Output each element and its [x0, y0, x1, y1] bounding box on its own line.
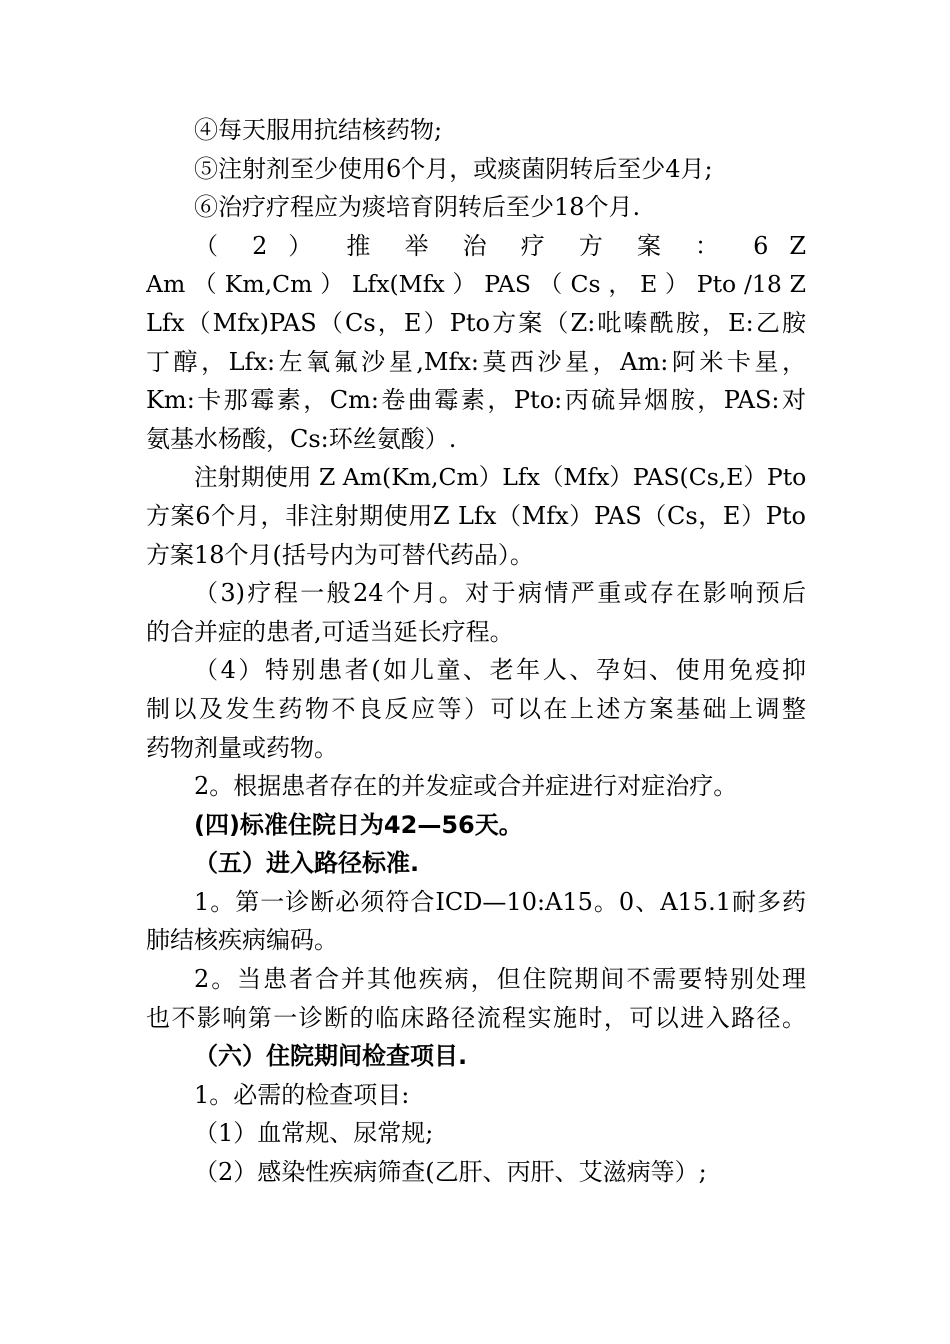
- course-line-2: 的合并症的患者,可适当延长疗程。: [146, 617, 514, 646]
- regimen-line-1: Am （ Km,Cm ） Lfx(Mfx ） PAS （ Cs ， E ） Pto /18 Z: [146, 270, 806, 299]
- treatment-principle-6: ⑥治疗疗程应为痰培育阴转后至少18个月.: [194, 193, 641, 222]
- required-examinations: 1。必需的检查项目:: [194, 1080, 410, 1109]
- course-line-1: （3)疗程一般24个月。对于病情严重或存在影响预后: [194, 579, 806, 608]
- entry-criteria-2-line-1: 2。当患者合并其他疾病，但住院期间不需要特别处理: [194, 965, 806, 994]
- special-patients-line-2: 制以及发生药物不良反应等）可以在上述方案基础上调整: [146, 694, 806, 723]
- treatment-principle-4: ④每天服用抗结核药物;: [194, 116, 443, 144]
- regimen-line-2: Lfx（Mfx)PAS（Cs，E）Pto方案（Z:吡嗪酰胺，E:乙胺: [146, 308, 806, 337]
- document-body: [146, 111, 806, 1192]
- section-heading-entry-criteria: （五）进入路径标准.: [194, 849, 420, 878]
- symptomatic-treatment: 2。根据患者存在的并发症或合并症进行对症治疗。: [194, 772, 738, 801]
- entry-criteria-1-line-1: 1。第一诊断必须符合ICD—10:A15。0、A15.1耐多药: [194, 887, 806, 916]
- regimen-line-3: 丁醇，Lfx:左氧氟沙星,Mfx:莫西沙星，Am:阿米卡星，: [146, 347, 806, 376]
- injection-phase-line-1: 注射期使用 Z Am(Km,Cm）Lfx（Mfx）PAS(Cs,E）Pto: [194, 463, 806, 492]
- special-patients-line-1: （4）特别患者(如儿童、老年人、孕妇、使用免疫抑: [194, 656, 806, 685]
- examination-item-1: （1）血常规、尿常规;: [194, 1119, 434, 1148]
- examination-item-2: （2）感染性疾病筛查(乙肝、丙肝、艾滋病等）;: [194, 1158, 707, 1187]
- injection-phase-line-3: 方案18个月(括号内为可替代药品）。: [146, 540, 534, 569]
- regimen-line-5: 氨基水杨酸，Cs:环丝氨酸）.: [146, 424, 457, 453]
- injection-phase-line-2: 方案6个月，非注射期使用Z Lfx（Mfx）PAS（Cs，E）Pto: [146, 501, 806, 530]
- recommended-regimen-heading: （ 2 ） 推 举 治 疗 方 案 ： 6 Z: [194, 231, 806, 260]
- special-patients-line-3: 药物剂量或药物。: [146, 733, 338, 762]
- entry-criteria-1-line-2: 肺结核疾病编码。: [146, 926, 338, 955]
- section-heading-examinations: （六）住院期间检查项目.: [194, 1042, 468, 1071]
- regimen-line-4: Km:卡那霉素，Cm:卷曲霉素，Pto:丙硫异烟胺，PAS:对: [146, 386, 806, 415]
- entry-criteria-2-line-2: 也不影响第一诊断的临床路径流程实施时，可以进入路径。: [146, 1003, 806, 1032]
- treatment-principle-5: ⑤注射剂至少使用6个月，或痰菌阴转后至少4月;: [194, 154, 713, 183]
- section-heading-hospital-stay: (四)标准住院日为42—56天。: [194, 810, 523, 839]
